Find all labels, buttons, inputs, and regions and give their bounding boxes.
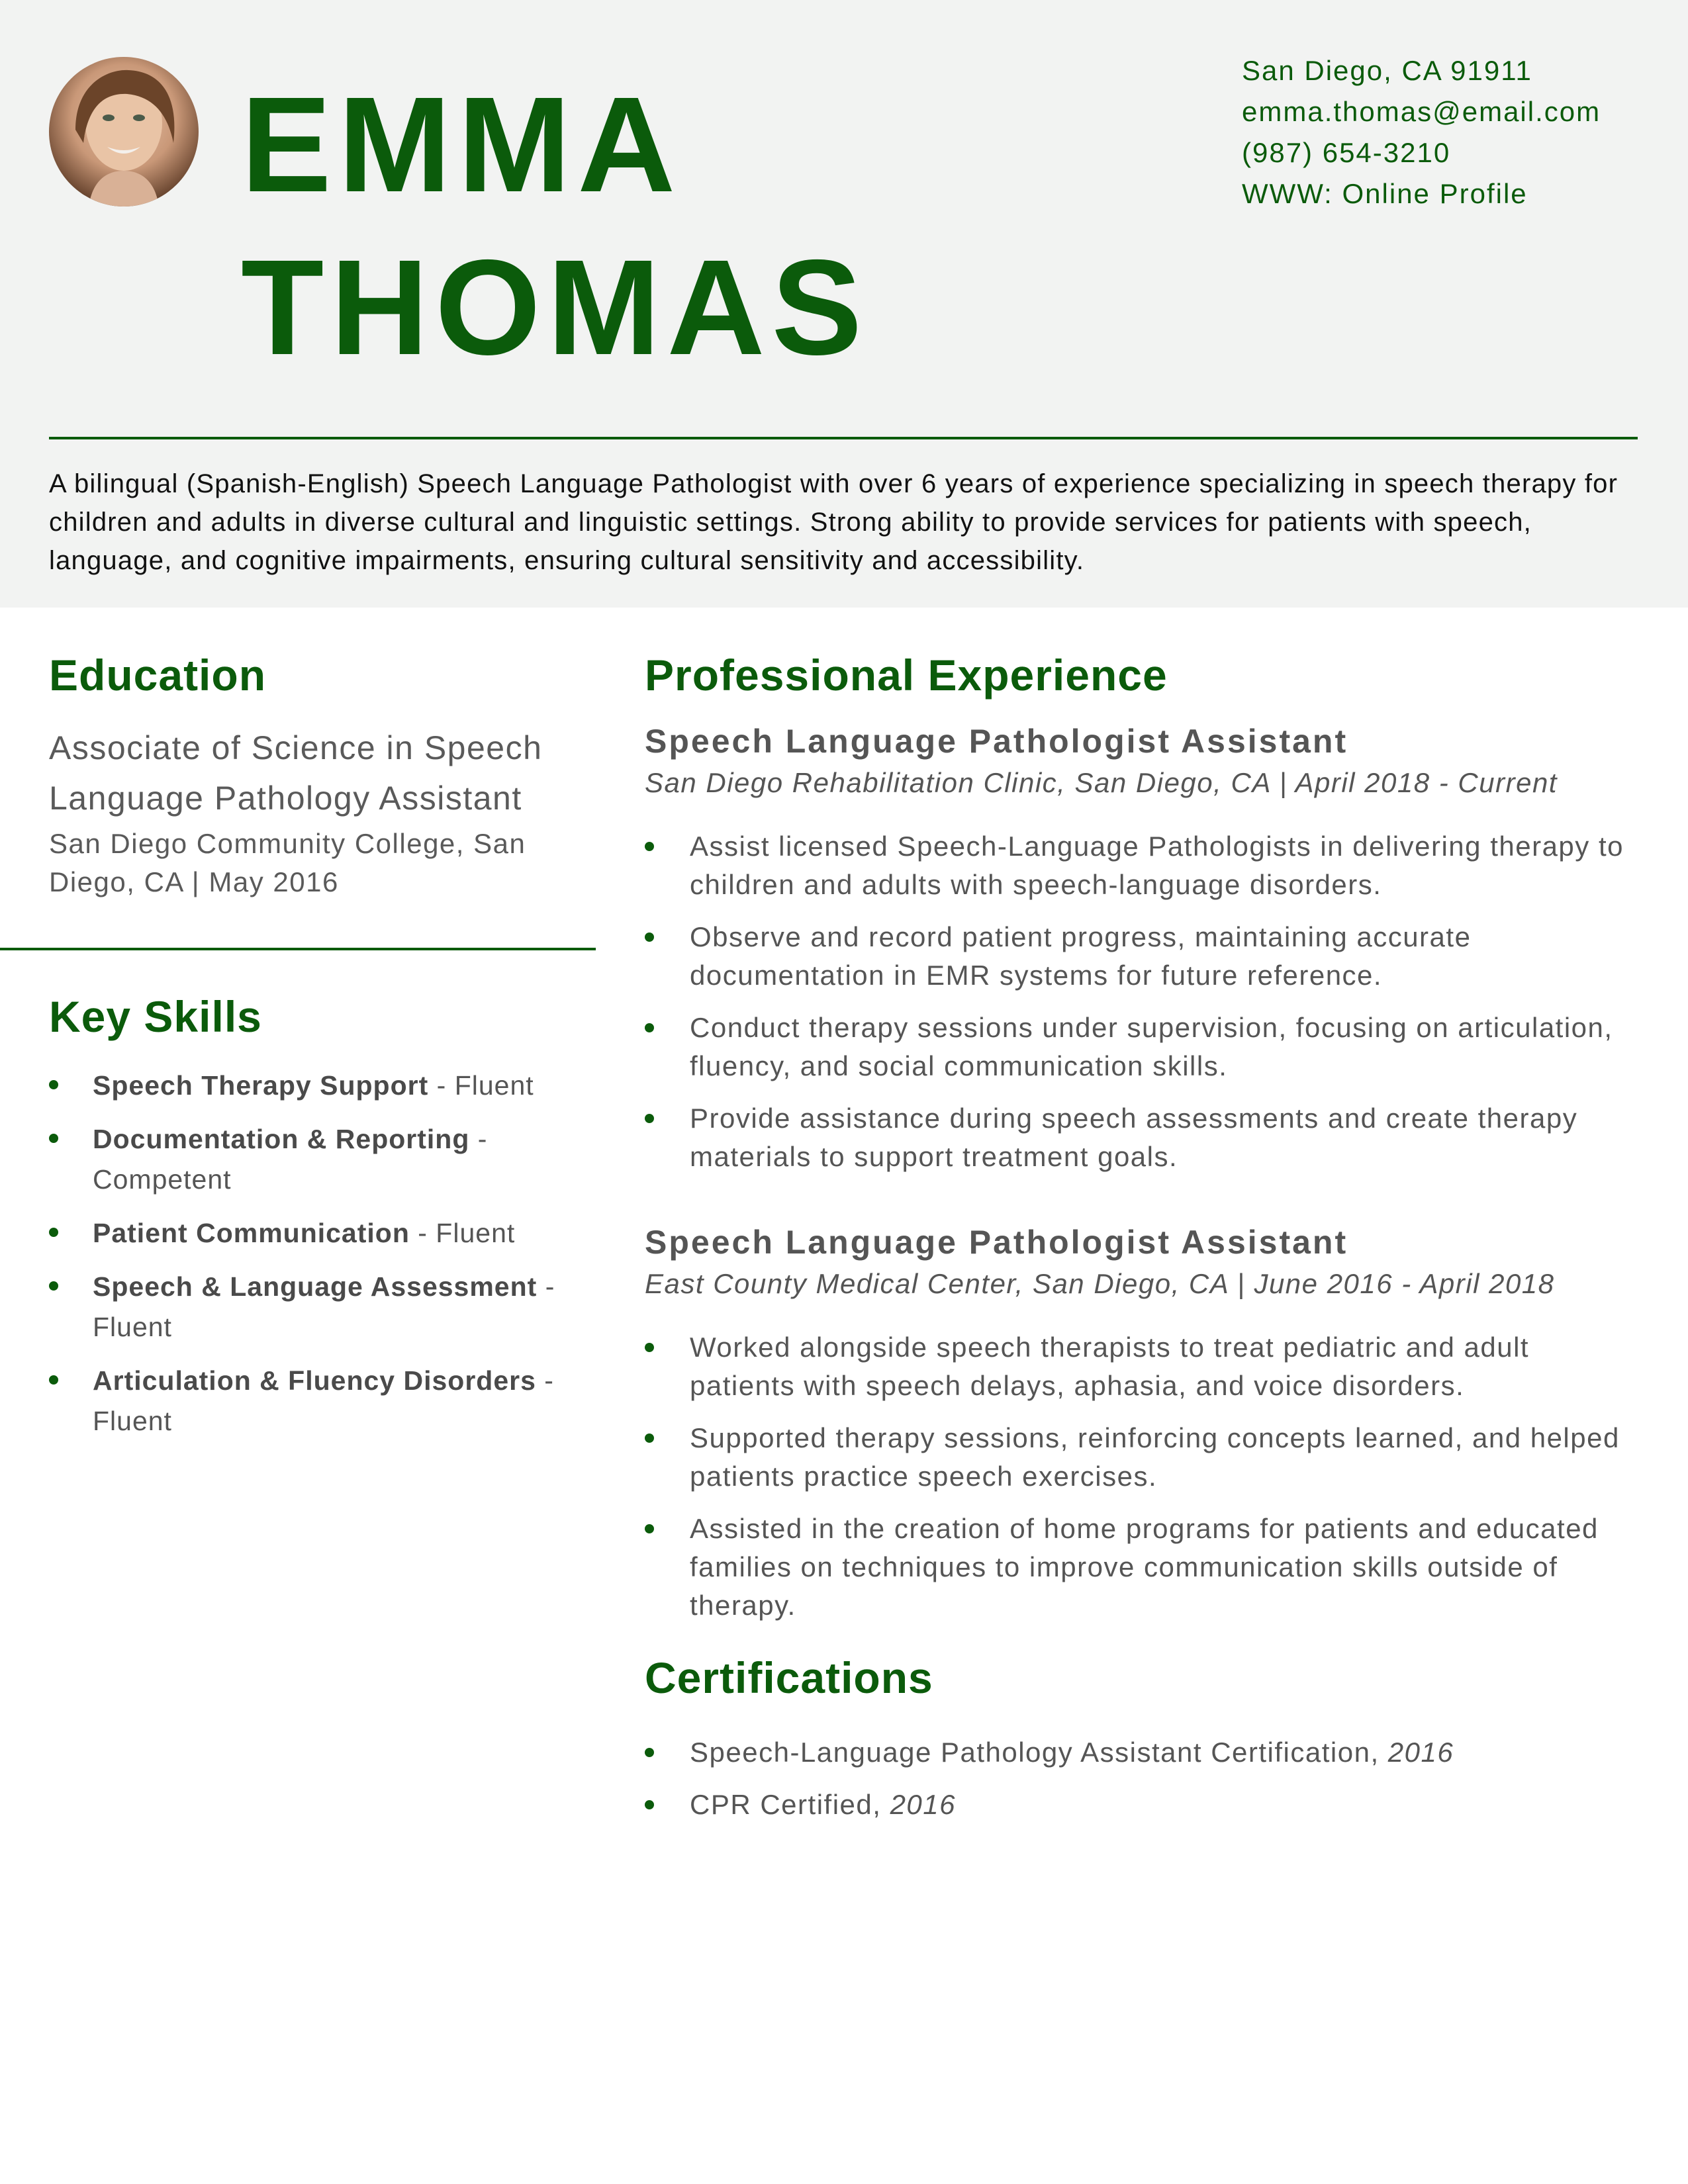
list-item: Provide assistance during speech assessments and create therapy materials to support treatment goals. — [645, 1099, 1638, 1176]
list-item — [645, 1733, 1638, 1772]
contact-location: San Diego, CA 91911 — [1242, 55, 1532, 86]
skills-list — [49, 1066, 572, 1441]
list-item: Assist licensed Speech-Language Pathologists in delivering therapy to children and adults with speech-language disorders. — [645, 827, 1638, 904]
skill-name: Articulation & Fluency Disorders — [93, 1365, 536, 1396]
skill-name: Documentation & Reporting — [93, 1124, 470, 1154]
education-degree: Associate of Science in Speech Language Pathology Assistant — [49, 729, 543, 817]
cert-name: CPR Certified, — [690, 1789, 890, 1820]
job-location: , San Diego, CA — [1015, 1268, 1229, 1299]
job-employer: East County Medical Center — [645, 1268, 1015, 1299]
skills-section — [49, 990, 572, 1455]
contact-phone[interactable]: (987) 654-3210 — [1242, 137, 1451, 168]
list-item — [49, 1267, 572, 1347]
job-title: Speech Language Pathologist Assistant — [645, 1224, 1348, 1261]
education-section — [49, 649, 572, 901]
list-item: Worked alongside speech therapists to treat pediatric and adult patients with speech delays, aphasia, and voice disorders. — [645, 1328, 1638, 1405]
contact-email[interactable]: emma.thomas@email.com — [1242, 96, 1601, 127]
skill-name: Patient Communication — [93, 1218, 410, 1248]
job-meta — [645, 1263, 1638, 1304]
professional-summary: A bilingual (Spanish-English) Speech Language Pathologist with over 6 years of experience specializing in speech therapy for children and adults in diverse cultural and linguistic settings. Strong ability to provide services for patients with speech, language, and cognitive impairments, ensuring cultural sensitivity and accessibility. — [49, 469, 1618, 575]
list-item: Assisted in the creation of home programs for patients and educated families on techniques to improve communication skills outside of therapy. — [645, 1510, 1638, 1625]
header-divider — [49, 437, 1638, 439]
contact-block — [1242, 50, 1652, 214]
list-item — [49, 1361, 572, 1441]
list-item — [49, 1119, 572, 1200]
job-entry — [645, 1221, 1638, 1625]
list-item: Conduct therapy sessions under supervision, focusing on articulation, fluency, and social communication skills. — [645, 1009, 1638, 1085]
job-employer: San Diego Rehabilitation Clinic — [645, 767, 1058, 798]
skill-level: - Fluent — [93, 1271, 555, 1342]
education-school: San Diego Community College, San Diego, CA | May 2016 — [49, 828, 526, 897]
job-meta — [645, 762, 1638, 803]
list-item: Observe and record patient progress, maintaining accurate documentation in EMR systems for future reference. — [645, 918, 1638, 995]
bullet-icon — [49, 1375, 58, 1385]
job-dates: | June 2016 - April 2018 — [1228, 1268, 1555, 1299]
education-divider — [0, 948, 596, 950]
contact-website-link[interactable]: WWW: Online Profile — [1242, 178, 1528, 209]
experience-section — [645, 649, 1638, 1838]
portrait-photo-icon — [49, 57, 199, 206]
cert-year: 2016 — [890, 1789, 957, 1820]
list-item — [49, 1066, 572, 1106]
list-item: Supported therapy sessions, reinforcing concepts learned, and helped patients practice speech exercises. — [645, 1419, 1638, 1496]
bullet-icon — [49, 1281, 58, 1291]
bullet-icon — [49, 1228, 58, 1237]
certifications-list — [645, 1733, 1638, 1824]
candidate-name — [241, 64, 868, 389]
skill-name: Speech & Language Assessment — [93, 1271, 538, 1302]
job-bullets — [645, 827, 1638, 1176]
skill-level: - Fluent — [409, 1218, 516, 1248]
bullet-icon — [49, 1134, 58, 1143]
cert-year: 2016 — [1387, 1737, 1454, 1768]
skill-level: - Fluent — [93, 1365, 554, 1436]
job-entry — [645, 720, 1638, 1176]
job-location: , San Diego, CA — [1057, 767, 1271, 798]
experience-heading: Professional Experience — [645, 651, 1168, 700]
job-dates: | April 2018 - Current — [1270, 767, 1558, 798]
skill-name: Speech Therapy Support — [93, 1070, 429, 1101]
job-bullets — [645, 1328, 1638, 1625]
education-heading: Education — [49, 651, 267, 700]
list-item — [645, 1786, 1638, 1824]
first-name: EMMA — [241, 69, 682, 220]
last-name: THOMAS — [241, 232, 869, 383]
job-title: Speech Language Pathologist Assistant — [645, 723, 1348, 760]
bullet-icon — [49, 1080, 58, 1089]
skill-level: - Competent — [93, 1124, 488, 1195]
list-item — [49, 1213, 572, 1253]
cert-name: Speech-Language Pathology Assistant Certification, — [690, 1737, 1388, 1768]
skill-level: - Fluent — [428, 1070, 534, 1101]
skills-heading: Key Skills — [49, 992, 262, 1041]
certifications-heading: Certifications — [645, 1653, 933, 1702]
